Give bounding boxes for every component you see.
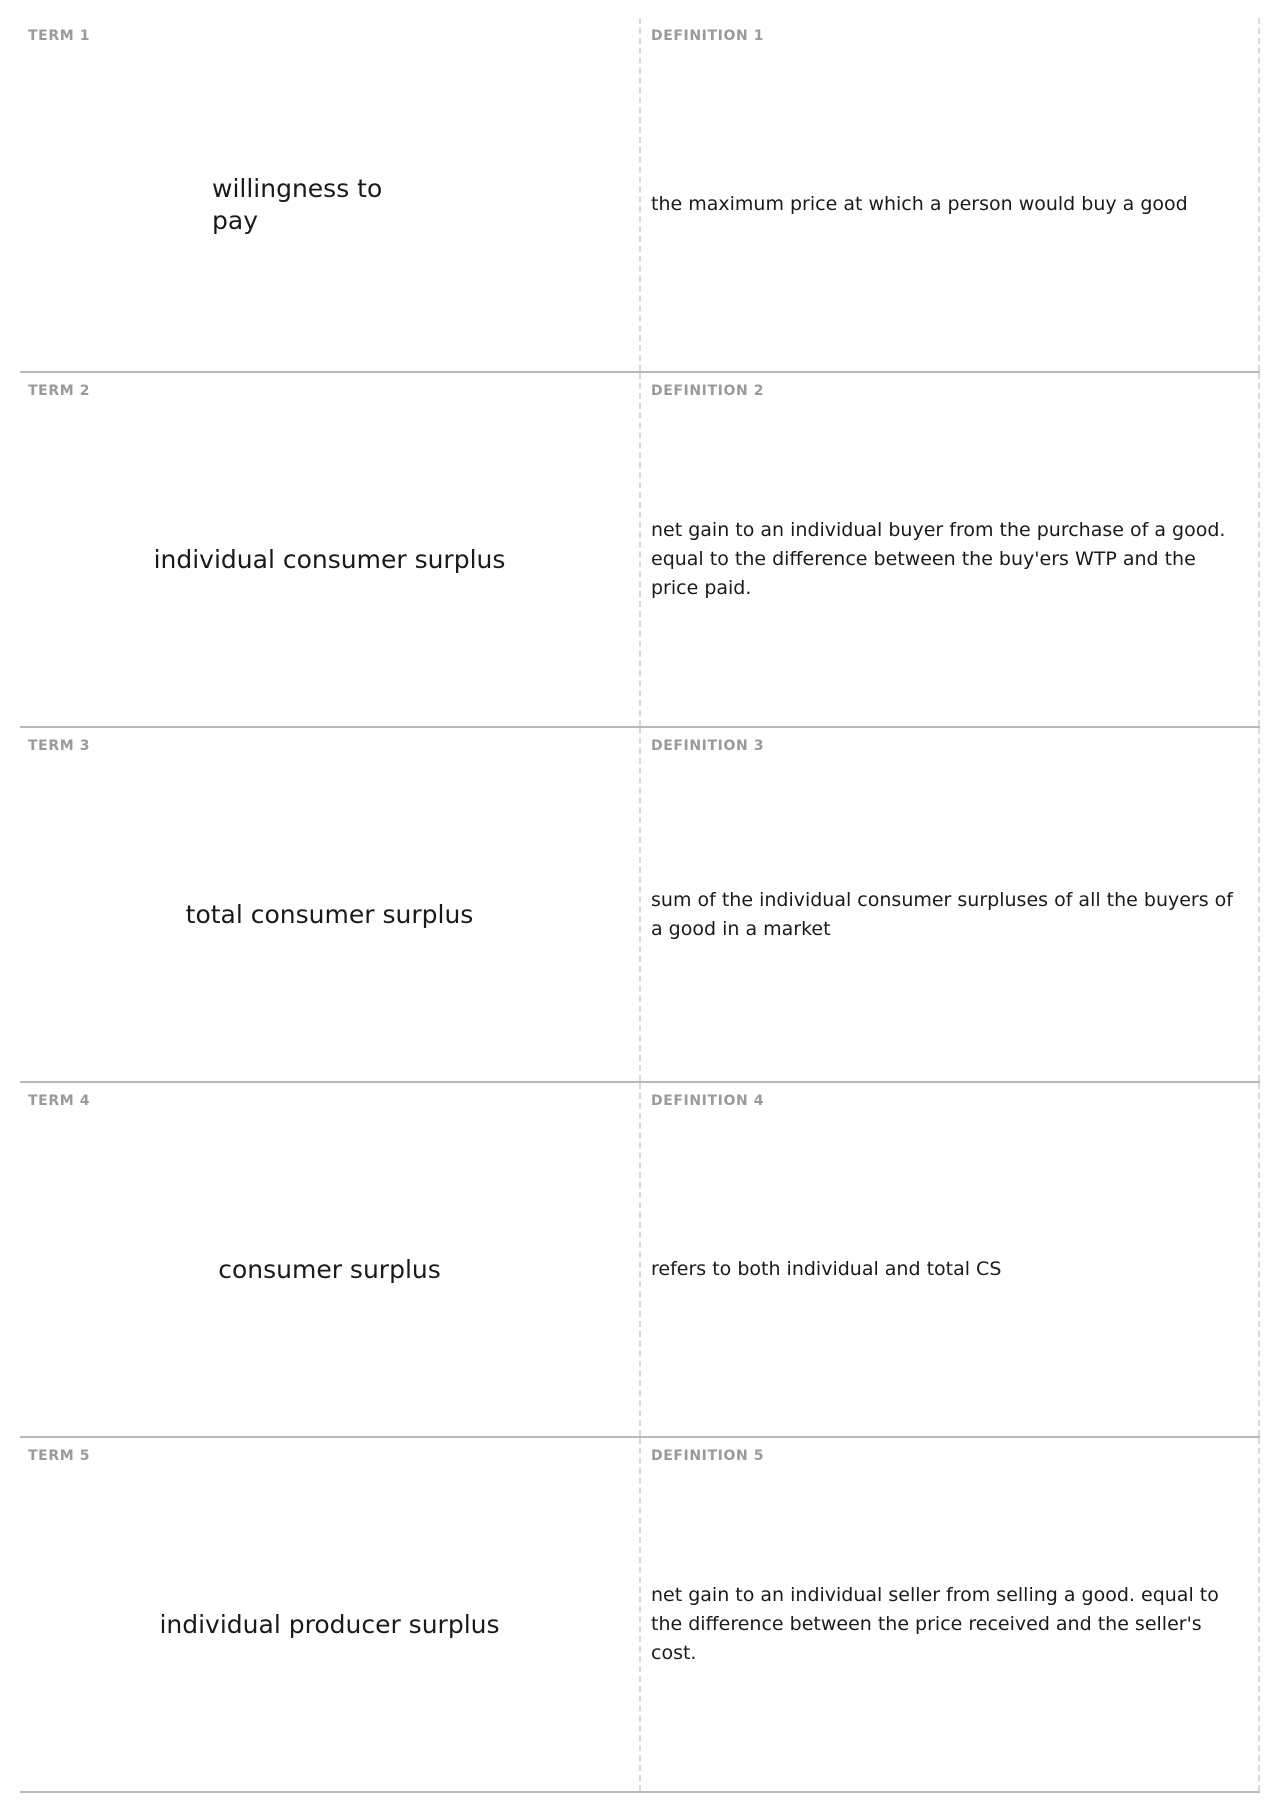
definition-text: net gain to an individual buyer from the purchase of a good. equal to the difference between the buy'ers WTP and the price paid. bbox=[651, 519, 1226, 599]
definition-label: DEFINITION 3 bbox=[651, 738, 765, 754]
definition-label: DEFINITION 5 bbox=[651, 1448, 765, 1464]
definition-card bbox=[641, 18, 1260, 371]
flashcard-row bbox=[20, 1438, 1260, 1793]
term-card bbox=[20, 1438, 641, 1791]
definition-text: net gain to an individual seller from selling a good. equal to the difference between the price received and the seller's cost. bbox=[651, 1584, 1219, 1664]
term-text: individual consumer surplus bbox=[153, 544, 506, 574]
term-label: TERM 2 bbox=[28, 383, 91, 399]
flashcard-row bbox=[20, 1083, 1260, 1438]
definition-card bbox=[641, 728, 1260, 1081]
definition-card bbox=[641, 1083, 1260, 1436]
term-label: TERM 3 bbox=[28, 738, 91, 754]
term-text: consumer surplus bbox=[218, 1254, 441, 1284]
flashcard-row bbox=[20, 728, 1260, 1083]
flashcard-sheet bbox=[20, 18, 1260, 1793]
definition-label: DEFINITION 2 bbox=[651, 383, 765, 399]
term-card bbox=[20, 728, 641, 1081]
term-label: TERM 1 bbox=[28, 28, 91, 44]
definition-text: the maximum price at which a person would buy a good bbox=[651, 193, 1188, 215]
term-text: total consumer surplus bbox=[185, 899, 474, 929]
term-text: willingness to pay bbox=[212, 173, 383, 235]
definition-text: refers to both individual and total CS bbox=[651, 1258, 1002, 1280]
term-label: TERM 5 bbox=[28, 1448, 91, 1464]
definition-label: DEFINITION 4 bbox=[651, 1093, 765, 1109]
term-card bbox=[20, 18, 641, 371]
flashcard-row bbox=[20, 373, 1260, 728]
term-label: TERM 4 bbox=[28, 1093, 91, 1109]
definition-card bbox=[641, 373, 1260, 726]
term-card bbox=[20, 373, 641, 726]
definition-text: sum of the individual consumer surpluses of all the buyers of a good in a market bbox=[651, 888, 1233, 940]
term-text: individual producer surplus bbox=[159, 1609, 500, 1639]
flashcard-row bbox=[20, 18, 1260, 373]
definition-card bbox=[641, 1438, 1260, 1791]
term-card bbox=[20, 1083, 641, 1436]
definition-label: DEFINITION 1 bbox=[651, 28, 765, 44]
